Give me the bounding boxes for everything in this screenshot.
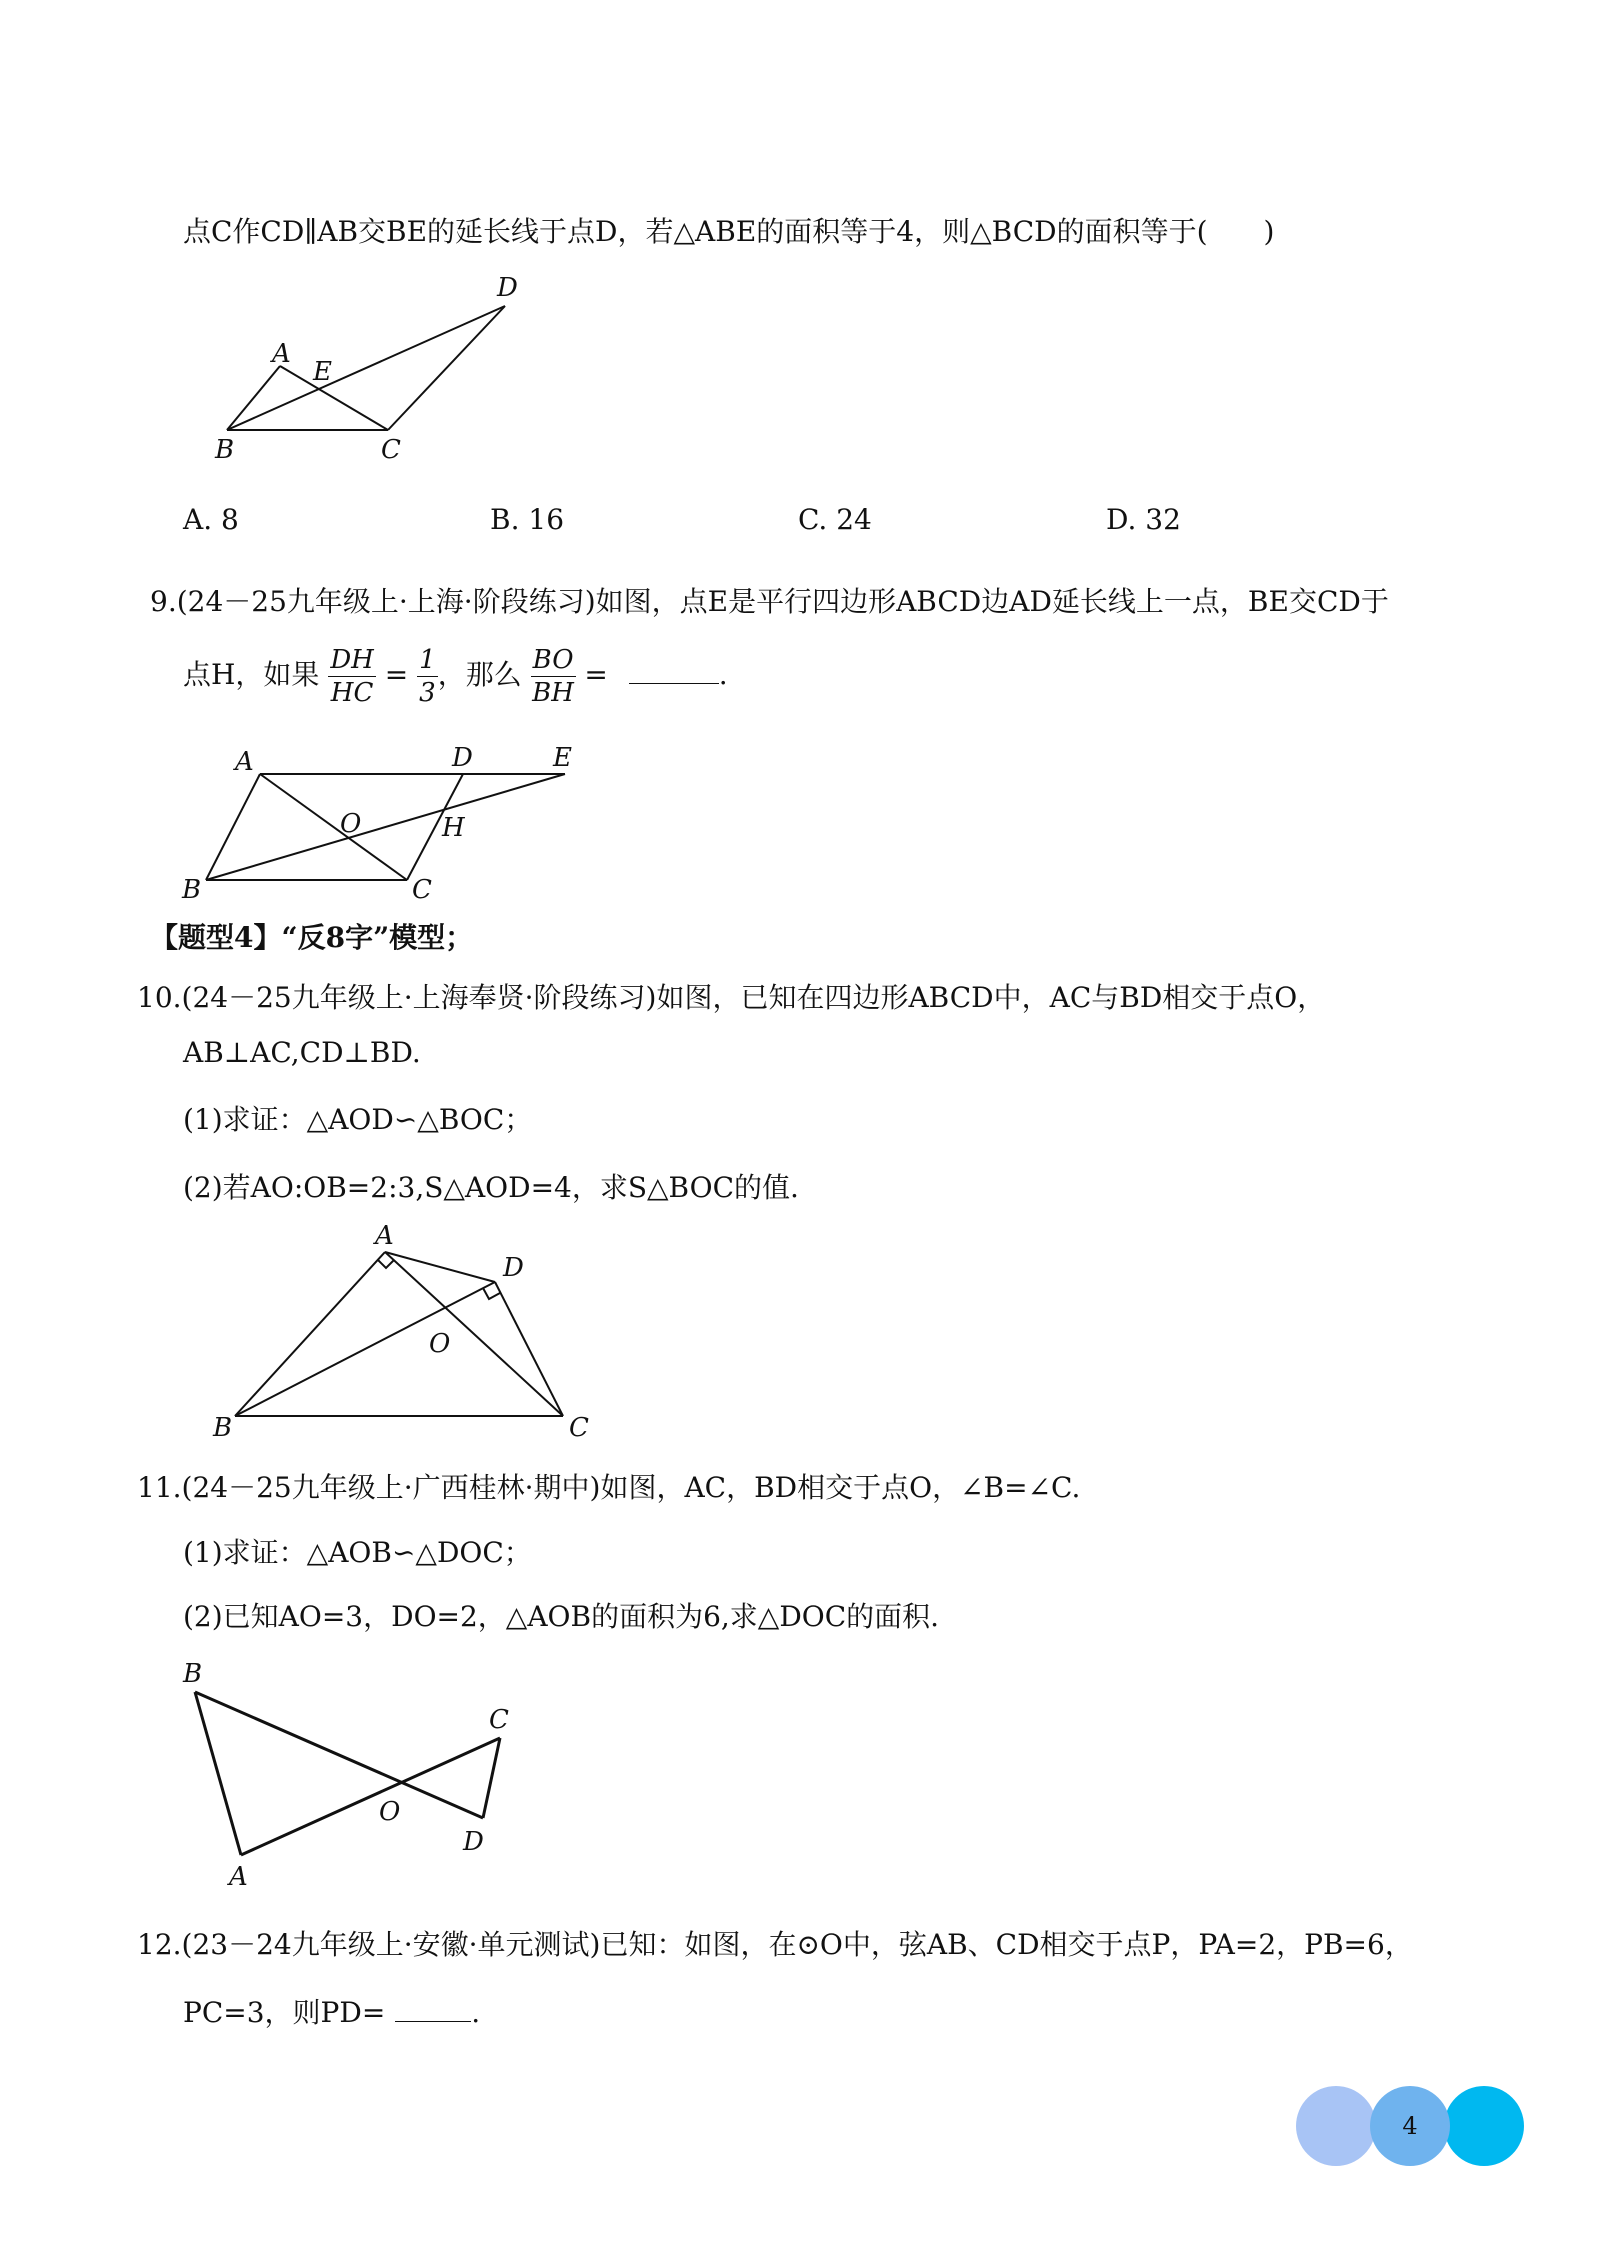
- q10-number: 10.: [137, 981, 182, 1014]
- q12-line2: PC=3，则PD= .: [183, 1996, 481, 2029]
- q10-part2: (2)若AO:OB=2:3,S△AOD=4，求S△BOC的值.: [183, 1171, 799, 1204]
- q10-line2: AB⊥AC,CD⊥BD.: [183, 1036, 421, 1069]
- q9-fraction-bo-bh: $\frac{BO}{BH}$: [532, 645, 574, 708]
- q10-line1: 10.(24－25九年级上·上海奉贤·阶段练习)如图，已知在四边形ABCD中，AC与BD相交于点O，: [137, 981, 1326, 1014]
- q9-label-e: E: [553, 743, 572, 773]
- type4-heading: 【题型4】“反8字”模型；: [150, 921, 474, 954]
- q8-option-a[interactable]: A. 8: [183, 503, 239, 536]
- q8-option-d[interactable]: D. 32: [1106, 503, 1181, 536]
- q10-label-c: C: [569, 1413, 589, 1442]
- q11-number: 11.: [137, 1471, 182, 1504]
- q10-label-d: D: [503, 1253, 524, 1283]
- q8-label-d: D: [497, 273, 518, 303]
- q8-continuation: 点C作CD∥AB交BE的延长线于点D，若△ABE的面积等于4，则△BCD的面积等于( ): [183, 215, 1275, 248]
- q8-label-e: E: [313, 357, 332, 387]
- q9-answer-blank[interactable]: [629, 659, 719, 684]
- q10-label-o: O: [429, 1329, 451, 1359]
- q12-line1: 12.(23－24九年级上·安徽·单元测试)已知：如图，在⊙O中，弦AB、CD相交于点P，PA=2，PB=6，: [137, 1928, 1413, 1961]
- q10-label-a: A: [375, 1222, 394, 1251]
- q8-label-a: A: [272, 339, 291, 369]
- q9-label-h: H: [442, 813, 465, 843]
- q9-label-o: O: [340, 809, 362, 839]
- q9-fraction-dh-hc: $\frac{DH}{HC}$: [330, 645, 374, 708]
- q9-label-c: C: [412, 875, 432, 900]
- q9-figure: [180, 740, 600, 900]
- q10-part1: (1)求证：△AOD∽△BOC；: [183, 1103, 533, 1136]
- q11-label-d: D: [463, 1827, 484, 1857]
- q12-answer-blank[interactable]: [395, 1997, 471, 2022]
- q11-figure: [175, 1650, 535, 1890]
- q12-number: 12.: [137, 1928, 182, 1961]
- q11-part1: (1)求证：△AOB∽△DOC；: [183, 1536, 532, 1569]
- q9-line1: 9.(24－25九年级上·上海·阶段练习)如图，点E是平行四边形ABCD边AD延长线上一点，BE交CD于: [150, 585, 1389, 618]
- q9-label-b: B: [182, 875, 202, 900]
- q11-label-b: B: [183, 1659, 203, 1689]
- q8-option-b[interactable]: B. 16: [490, 503, 565, 536]
- q11-label-c: C: [489, 1705, 509, 1735]
- q11-line1: 11.(24－25九年级上·广西桂林·期中)如图，AC，BD相交于点O，∠B=∠C.: [137, 1471, 1081, 1504]
- q11-part2: (2)已知AO=3，DO=2，△AOB的面积为6,求△DOC的面积.: [183, 1600, 940, 1633]
- q10-figure: [205, 1222, 605, 1442]
- q8-label-b: B: [215, 435, 235, 465]
- q10-label-b: B: [213, 1413, 233, 1442]
- page-circle-left: [1296, 2086, 1376, 2166]
- q8-option-c[interactable]: C. 24: [798, 503, 872, 536]
- q9-fraction-one-third: $\frac{1}{3}$: [419, 645, 436, 708]
- page-number: 4: [1402, 2112, 1418, 2140]
- q9-label-d: D: [452, 743, 473, 773]
- q8-label-c: C: [381, 435, 401, 465]
- q9-line2: 点H，如果 $\frac{DH}{HC}$ = $\frac{1}{3}$ ，那么 $\frac{BO}{BH}$ = .: [183, 645, 728, 708]
- q11-label-o: O: [379, 1797, 401, 1827]
- q8-figure: [205, 268, 535, 468]
- q9-number: 9.: [150, 585, 177, 618]
- page-circle-right: [1444, 2086, 1524, 2166]
- q11-label-a: A: [229, 1862, 248, 1890]
- q9-label-a: A: [235, 747, 254, 777]
